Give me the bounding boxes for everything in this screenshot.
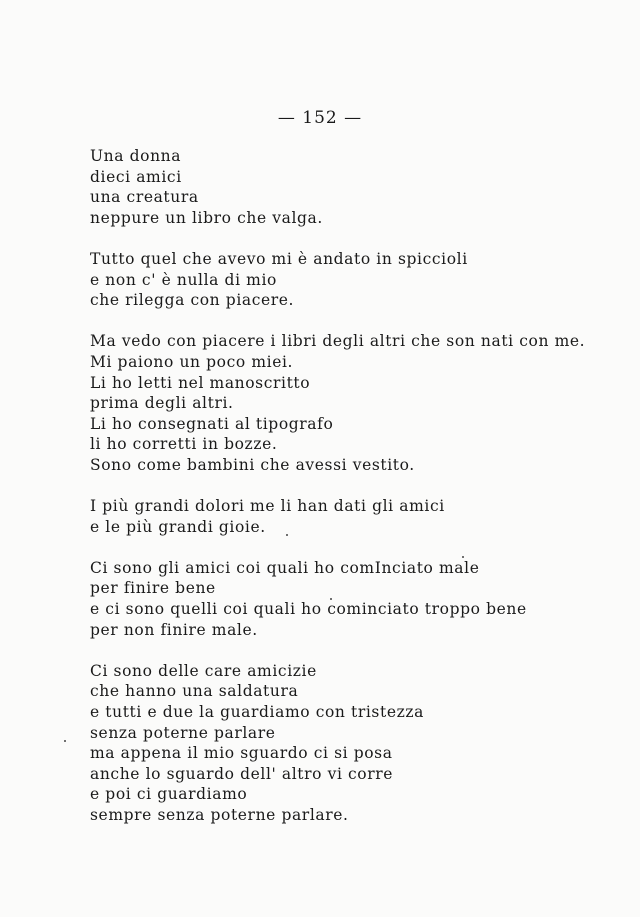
stanza-2 (90, 249, 610, 311)
poem-line: Ci sono gli amici coi quali ho comInciato male (90, 558, 480, 577)
poem-line: e tutti e due la guardiamo con tristezza (90, 703, 424, 722)
poem-line: Li ho letti nel manoscritto (90, 373, 311, 392)
poem-line: per finire bene (90, 579, 216, 598)
stanza-1 (90, 146, 610, 228)
ink-speck (462, 556, 464, 558)
poem-line: Ci sono delle care amicizie (90, 661, 317, 680)
poem-line: sempre senza poterne parlare. (90, 806, 349, 824)
poem-line: prima degli altri. (90, 394, 234, 413)
poem-line: Ma vedo con piacere i libri degli altri che son nati con me. (90, 332, 586, 351)
poem-line: Sono come bambini che avessi vestito. (90, 455, 415, 474)
stanza-6 (90, 661, 610, 826)
ink-speck (64, 740, 66, 742)
poem-line: senza poterne parlare (90, 723, 276, 742)
stanza-5 (90, 558, 610, 640)
poem-line: per non finire male. (90, 620, 258, 639)
poem-line: e poi ci guardiamo (90, 785, 248, 804)
poem-line: una creatura (90, 188, 199, 207)
ink-speck (330, 598, 332, 600)
stanza-3 (90, 331, 610, 475)
poem-line: e ci sono quelli coi quali ho cominciato troppo bene (90, 600, 527, 619)
poem-line: Li ho consegnati al tipografo (90, 414, 334, 433)
poem-line: che rilegga con piacere. (90, 291, 295, 310)
poem-line: dieci amici (90, 167, 182, 186)
page-number: — 152 — (277, 108, 363, 128)
poem-line: ma appena il mio sguardo ci si posa (90, 744, 393, 763)
poem-body (90, 146, 610, 846)
poem-line: Tutto quel che avevo mi è andato in spiccioli (90, 249, 468, 268)
stanza-4 (90, 496, 610, 537)
poem-line: Mi paiono un poco miei. (90, 352, 294, 371)
poem-line: I più grandi dolori me li han dati gli amici (90, 497, 445, 516)
poem-line: li ho corretti in bozze. (90, 435, 278, 454)
poem-line: e le più grandi gioie. (90, 517, 266, 536)
poem-line: anche lo sguardo dell' altro vi corre (90, 764, 394, 783)
poem-line: che hanno una saldatura (90, 682, 299, 701)
poem-line: neppure un libro che valga. (90, 208, 323, 227)
ink-speck (286, 534, 288, 536)
poem-line: Una donna (90, 147, 182, 165)
poem-line: e non c' è nulla di mio (90, 270, 277, 289)
